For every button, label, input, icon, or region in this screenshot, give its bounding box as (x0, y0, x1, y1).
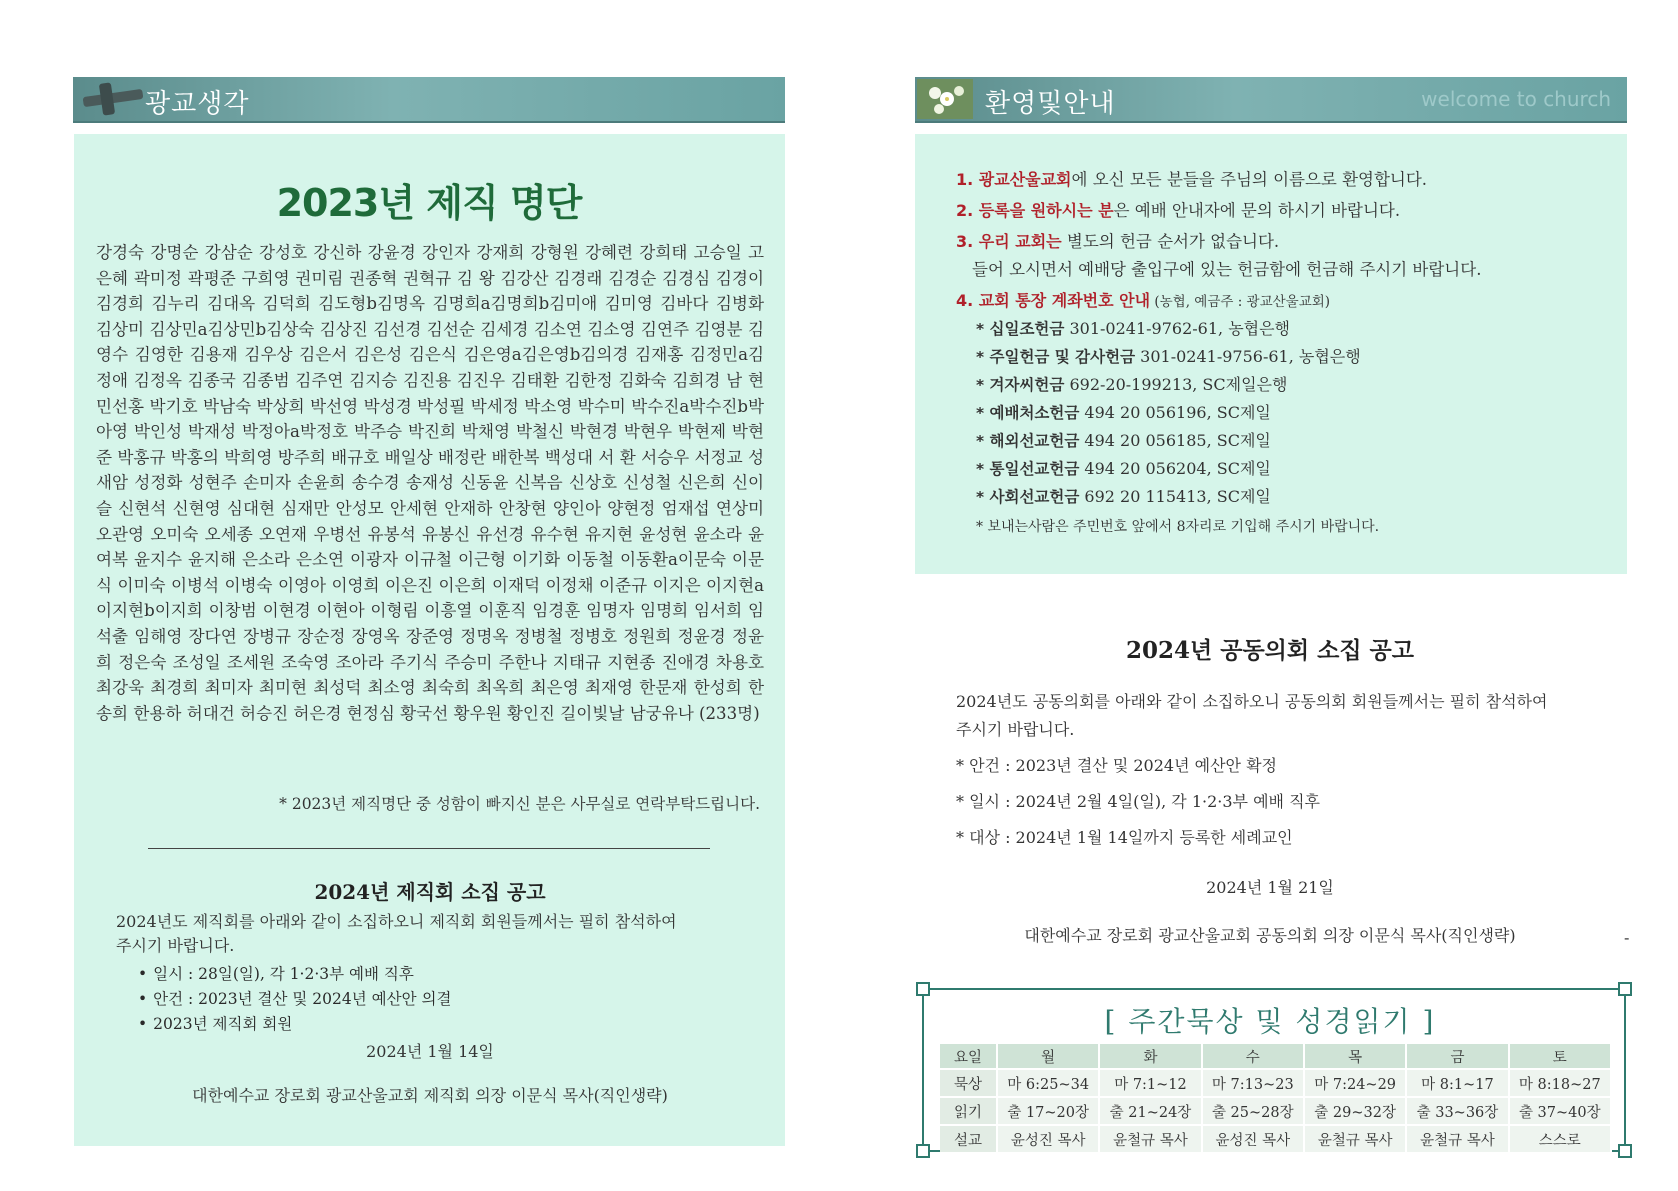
council-notice-title: 2024년 공동의회 소집 공고 (1126, 637, 1414, 664)
table-cell: 출 17~20장 (997, 1097, 1099, 1125)
account-number: 692-20-199213, SC제일은행 (1064, 375, 1288, 394)
weekly-reading-table (940, 1044, 1612, 1152)
account-label: * 주일헌금 및 감사헌금 (976, 348, 1136, 366)
left-section-title: 광교생각 (145, 89, 250, 119)
account-row (976, 456, 1271, 479)
roster-text: 강경숙 강명순 강삼순 강성호 강신하 강윤경 강인자 강재희 강형원 강혜련 강희태 고승일 고은혜 곽미정 곽평준 구희영 권미림 권종혁 권혁규 김 왕 김강산 김경래 김경순 김경심 김경이 김경희 김누리 김대옥 김덕희 김도형b김명옥 김명희a김명희b김미애 김미영 김바다 김병화 김상미 김상민a김상민b김상숙 김상진 김선경 김선순 김세경 김소연 김소영 김연주 김영분 김영수 김영한 김용재 김우상 김은서 김은성 김은식 김은영a김은영b김의경 김재홍 김정민a김정애 김정옥 김종국 김종범 김주연 김지승 김진용 김진우 김태환 김한정 김화숙 김희경 남 현 민선홍 박기호 박남숙 박상희 박선영 박성경 박성필 박세정 박소영 박수미 박수진a박수진b박아영 박인성 박재성 박정아a박정호 박주승 박진희 박채영 박철신 박현경 박현우 박현제 박현준 박홍규 박홍의 박희영 방주희 배규호 배일상 배정란 배한복 백성대 서 환 서승우 서정교 성새암 성정화 성현주 손미자 손윤희 송수경 송재성 신동윤 신복음 신상호 신성철 신은희 신이슬 신현석 신현영 심대현 심재만 안성모 안세현 안재하 안창현 양인아 양현정 엄재섭 연상미 오관영 오미숙 오세종 오연재 우병선 유봉석 유봉신 유선경 유수현 유지현 윤성현 윤소라 윤여복 윤지수 윤지해 은소라 은소연 이광자 이규철 이근형 이기화 이동철 이동환a이문숙 이문식 이미숙 이병석 이병숙 이영아 이영희 이은진 이은희 이재덕 이정채 이준규 이지은 이지현a이지현b이지희 이창범 이현경 이현아 이형림 이흥열 이훈직 임경훈 임명자 임명희 임서희 임석출 임해영 장다연 장병규 장순정 장영옥 장준영 정명옥 정병철 정병호 정원희 정윤경 정윤희 정은숙 조성일 조세원 조숙영 조아라 주기식 주승미 주한나 지태규 지현종 진애경 차용호 최강욱 최경희 최미자 최미현 최성덕 최소영 최숙희 최옥희 최은영 최재영 한문재 한성희 한송희 한용하 허대건 허승진 허은경 현정심 황국선 황우원 황인진 길이빛날 남궁유나 (233명) (96, 243, 764, 723)
table-row (940, 1069, 1611, 1097)
frame-corner (916, 1144, 930, 1158)
page-mark: - (1624, 928, 1630, 947)
guide-item-4 (956, 288, 1330, 311)
account-number: 301-0241-9762-61, 농협은행 (1064, 319, 1291, 338)
roster-note: * 2023년 제직명단 중 성함이 빠지신 분은 사무실로 연락부탁드립니다. (279, 795, 760, 813)
divider (148, 848, 710, 849)
guide-text: 별도의 헌금 순서가 없습니다. (1061, 232, 1280, 251)
table-cell: 윤성진 목사 (997, 1125, 1099, 1152)
account-label: * 해외선교헌금 (976, 432, 1080, 450)
council-intro-line2: 주시기 바랍니다. (956, 720, 1075, 739)
table-header-row (940, 1044, 1611, 1069)
column-header: 화 (1099, 1044, 1201, 1069)
account-number: 692 20 115413, SC제일 (1079, 487, 1271, 506)
guide-highlight: 4. 교회 통장 계좌번호 안내 (956, 291, 1151, 310)
right-section-header (915, 77, 1627, 123)
account-label: * 통일선교헌금 (976, 460, 1080, 478)
account-number: 494 20 056204, SC제일 (1079, 459, 1271, 478)
cross-icon (79, 81, 149, 117)
account-number: 494 20 056196, SC제일 (1079, 403, 1271, 422)
council-signature: 대한예수교 장로회 광교산울교회 공동의회 의장 이문식 목사(직인생략) (1024, 926, 1516, 945)
council-date: 2024년 1월 21일 (1206, 878, 1334, 897)
column-header: 월 (997, 1044, 1099, 1069)
account-label: * 십일조헌금 (976, 320, 1065, 338)
account-row (976, 344, 1361, 367)
table-row (940, 1125, 1611, 1152)
account-row (976, 428, 1271, 451)
frame-corner (1618, 1144, 1632, 1158)
row-header: 읽기 (940, 1097, 997, 1125)
meeting-intro (116, 910, 756, 958)
table-cell: 마 8:18~27 (1509, 1069, 1611, 1097)
council-item-target: * 대상 : 2024년 1월 14일까지 등록한 세례교인 (956, 828, 1293, 847)
guide-highlight: 3. 우리 교회는 (956, 232, 1062, 251)
table-cell: 윤철규 목사 (1304, 1125, 1406, 1152)
row-header: 묵상 (940, 1069, 997, 1097)
account-number: 494 20 056185, SC제일 (1079, 431, 1271, 450)
section-tagline: welcome to church (1421, 87, 1611, 111)
meeting-intro-line2: 주시기 바랍니다. (116, 936, 235, 955)
guide-item-3-line2: 들어 오시면서 예배당 출입구에 있는 헌금함에 헌금해 주시기 바랍니다. (972, 260, 1482, 279)
flower-icon (917, 79, 973, 119)
table-cell: 마 7:1~12 (1099, 1069, 1201, 1097)
table-cell: 윤성진 목사 (1202, 1125, 1304, 1152)
meeting-intro-line1: 2024년도 제직회를 아래와 같이 소집하오니 제직회 회원들께서는 필히 참석하여 (116, 912, 677, 931)
guide-text: 은 예배 안내자에 문의 하시기 바랍니다. (1113, 201, 1401, 220)
table-cell: 윤철규 목사 (1406, 1125, 1508, 1152)
table-cell: 윤철규 목사 (1099, 1125, 1201, 1152)
table-cell: 출 21~24장 (1099, 1097, 1201, 1125)
guide-item-3 (956, 228, 1279, 252)
guide-subnote: (농협, 예금주 : 광교산울교회) (1150, 294, 1331, 310)
right-section-title: 환영및안내 (985, 89, 1116, 119)
council-item-datetime: * 일시 : 2024년 2월 4일(일), 각 1·2·3부 예배 직후 (956, 792, 1320, 811)
guide-item-2 (956, 197, 1400, 221)
guide-highlight: 2. 등록을 원하시는 분 (956, 201, 1114, 220)
table-cell: 마 7:24~29 (1304, 1069, 1406, 1097)
row-header: 설교 (940, 1125, 997, 1152)
table-row (940, 1097, 1611, 1125)
account-row (976, 400, 1271, 423)
column-header: 토 (1509, 1044, 1611, 1069)
meeting-notice-title: 2024년 제직회 소집 공고 (314, 880, 546, 904)
column-header: 수 (1202, 1044, 1304, 1069)
account-label: * 예배처소헌금 (976, 404, 1080, 422)
table-cell: 마 6:25~34 (997, 1069, 1099, 1097)
council-intro-line1: 2024년도 공동의회를 아래와 같이 소집하오니 공동의회 회원들께서는 필히 참석하여 (956, 692, 1548, 711)
left-section-header (73, 77, 785, 123)
table-cell: 출 33~36장 (1406, 1097, 1508, 1125)
account-row (976, 372, 1287, 395)
account-number: 301-0241-9756-61, 농협은행 (1135, 347, 1361, 366)
council-intro (956, 690, 1616, 742)
account-row (976, 316, 1290, 339)
table-cell: 출 29~32장 (1304, 1097, 1406, 1125)
roster-title: 2023년 제직 명단 (276, 181, 582, 225)
list-item: • 안건 : 2023년 결산 및 2024년 예산안 의결 (138, 987, 451, 1012)
account-note: * 보내는사람은 주민번호 앞에서 8자리로 기입해 주시기 바랍니다. (976, 519, 1380, 535)
account-label: * 사회선교헌금 (976, 488, 1080, 506)
column-header: 목 (1304, 1044, 1406, 1069)
list-item: • 2023년 제직회 회원 (138, 1012, 451, 1037)
frame-corner (1618, 982, 1632, 996)
table-cell: 마 8:1~17 (1406, 1069, 1508, 1097)
account-row (976, 484, 1271, 507)
table-cell: 출 25~28장 (1202, 1097, 1304, 1125)
council-item-agenda: * 안건 : 2023년 결산 및 2024년 예산안 확정 (956, 756, 1277, 775)
meeting-date: 2024년 1월 14일 (366, 1042, 494, 1061)
table-cell: 스스로 (1509, 1125, 1611, 1152)
guide-item-1 (956, 166, 1427, 190)
meeting-signature: 대한예수교 장로회 광교산울교회 제직회 의장 이문식 목사(직인생략) (192, 1086, 668, 1105)
column-header: 요일 (940, 1044, 997, 1069)
frame-corner (916, 982, 930, 996)
guide-text: 에 오신 모든 분들을 주님의 이름으로 환영합니다. (1071, 170, 1428, 189)
table-cell: 마 7:13~23 (1202, 1069, 1304, 1097)
table-cell: 출 37~40장 (1509, 1097, 1611, 1125)
guide-highlight: 1. 광교산울교회 (956, 170, 1072, 189)
column-header: 금 (1406, 1044, 1508, 1069)
weekly-reading-title: [ 주간묵상 및 성경읽기 ] (1104, 1005, 1436, 1038)
account-label: * 겨자씨헌금 (976, 376, 1065, 394)
list-item: • 일시 : 28일(일), 각 1·2·3부 예배 직후 (138, 962, 451, 987)
meeting-items (138, 962, 451, 1037)
